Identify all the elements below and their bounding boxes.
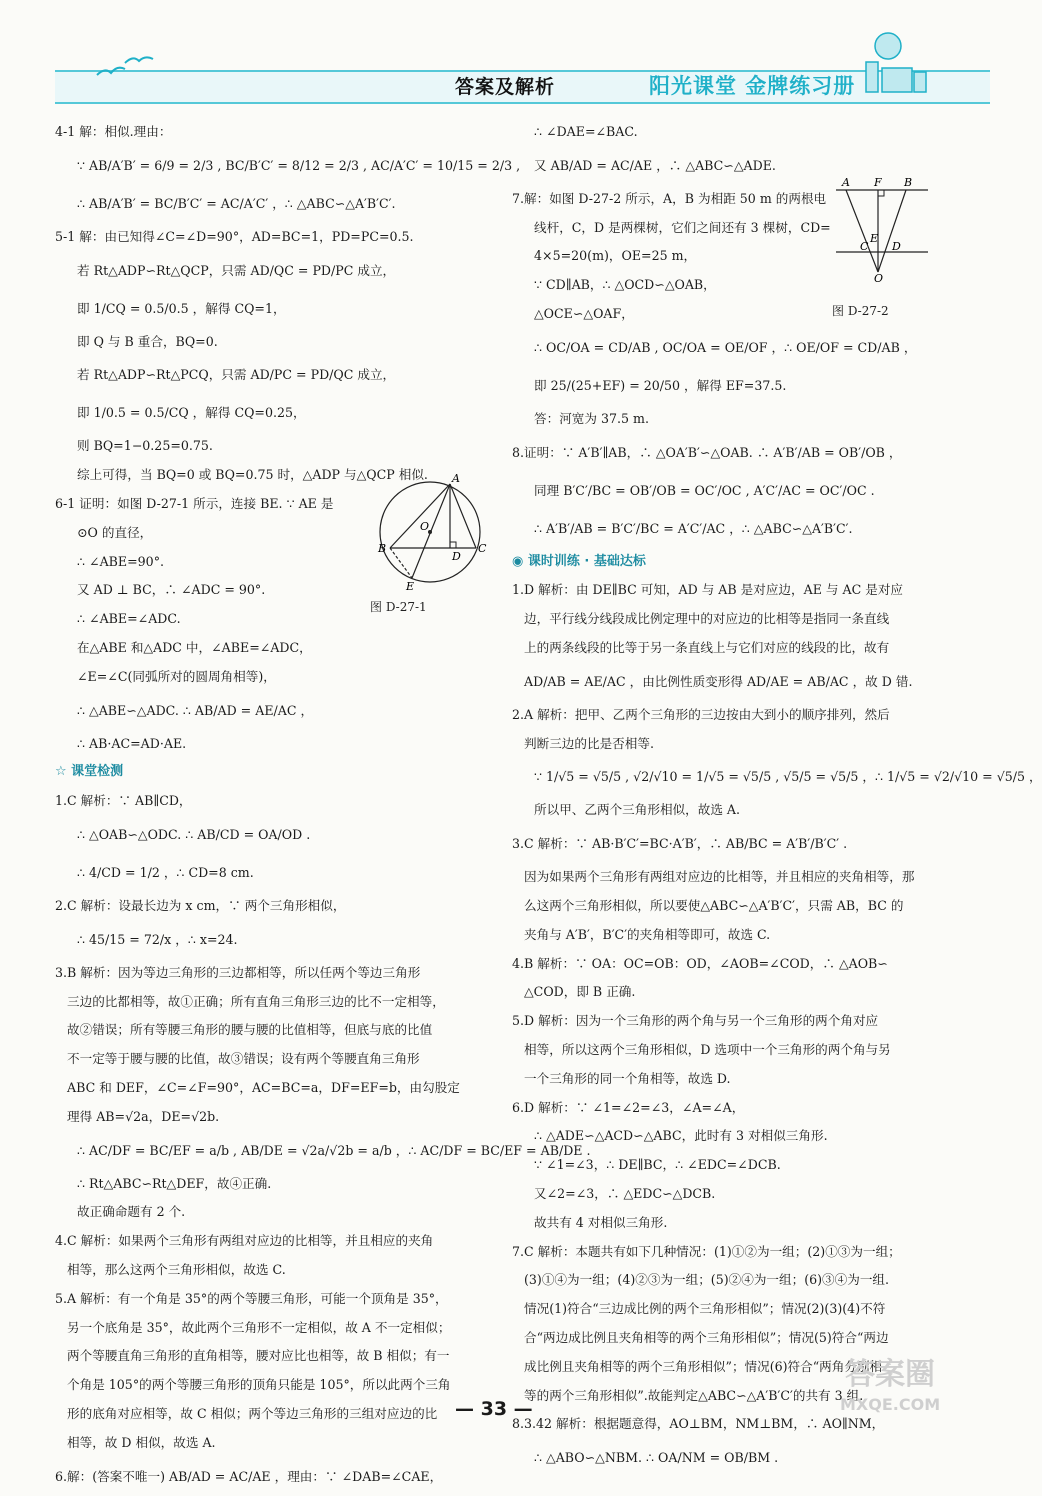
- text-line: 故正确命题有 2 个.: [77, 1204, 186, 1220]
- text-line: 8.证明：∵ A′B′∥AB，∴ △OA′B′∽△OAB. ∴ A′B′/AB = OB′/OB ，: [512, 444, 902, 460]
- fig1-label-o: O: [420, 520, 430, 533]
- text-line: ∴ 45/15 = 72/x ，∴ x=24.: [77, 931, 238, 947]
- watermark-logo: [840, 1357, 941, 1420]
- text-line: 又 AD ⊥ BC，∴ ∠ADC = 90°.: [77, 582, 266, 598]
- text-line: 又∠2=∠3，∴ △EDC∽△DCB.: [534, 1185, 716, 1201]
- figure-d-27-1-caption: 图 D-27-1: [370, 600, 427, 614]
- text-line: 理得 AB=√2a，DE=√2b.: [67, 1108, 220, 1124]
- text-line: △COD，即 B 正确.: [524, 984, 636, 1000]
- text-line: 故共有 4 对相似三角形.: [534, 1214, 668, 1230]
- text-line: ∴ △OAB∽△ODC. ∴ AB/CD = OA/OD .: [77, 826, 311, 842]
- text-line: ABC 和 DEF，∠C=∠F=90°，AC=BC=a，DF=EF=b，由勾股定: [67, 1079, 460, 1095]
- text-line: ∴ A′B′/AB = B′C′/BC = A′C′/AC ，∴ △ABC∽△A′B′C′.: [534, 520, 853, 536]
- text-line: 即 25/(25+EF) = 20/50 ，解得 EF=37.5.: [534, 377, 787, 393]
- text-line: 一个三角形的同一个角相等，故选 D.: [524, 1070, 731, 1086]
- text-line: 个角是 105°的两个等腰三角形的顶角只能是 105°，所以此两个三角: [67, 1377, 451, 1393]
- text-line: 另一个底角是 35°，故此两个三角形不一定相似，故 A 不一定相似；: [67, 1319, 451, 1335]
- text-line: 判断三边的比是否相等.: [524, 735, 654, 751]
- header-title: 答案及解析: [455, 76, 556, 98]
- text-line: 相等，那么这两个三角形相似，故选 C.: [67, 1261, 286, 1277]
- fig2-label-o: O: [874, 272, 884, 285]
- text-line: AD/AB = AE/AC ，由比例性质变形得 AD/AE = AB/AC ，故 D 错.: [524, 673, 913, 689]
- text-line: 同理 B′C′/BC = OB′/OB = OC′/OC , A′C′/AC = OC′/OC .: [534, 482, 875, 498]
- text-line: (3)①④为一组；(4)②③为一组；(5)②④为一组；(6)③④为一组.: [524, 1272, 890, 1288]
- figure-d-27-2-caption: 图 D-27-2: [832, 304, 889, 318]
- text-line: 成比例且夹角相等的两个三角形相似”；情况(6)符合“两角分别相: [524, 1358, 883, 1374]
- text-line: ∴ AB/A′B′ = BC/B′C′ = AC/A′C′ ，∴ △ABC∽△A′B′C′.: [77, 195, 396, 211]
- text-line: ∴ ∠DAE=∠BAC.: [534, 124, 638, 139]
- text-line: △OCE∽△OAF，: [534, 305, 634, 321]
- text-line: 6.解：(答案不唯一) AB/AD = AC/AE ，理由：∵ ∠DAB=∠CAE，: [55, 1468, 443, 1484]
- text-line: 所以甲、乙两个三角形相似，故选 A.: [534, 802, 741, 818]
- text-line: 3.B 解析：因为等边三角形的三边都相等，所以任两个等边三角形: [55, 964, 421, 980]
- text-line: 7.C 解析：本题共有如下几种情况：(1)①②为一组；(2)①③为一组；: [512, 1243, 901, 1259]
- tower-icon: [852, 28, 932, 98]
- page-header: [55, 58, 990, 100]
- watermark-line1: 答案圈: [845, 1357, 936, 1392]
- text-line: ∠E=∠C(同弧所对的圆周角相等)，: [77, 668, 276, 684]
- text-line: 等的两个三角形相似”.故能判定△ABC∽△A′B′C′的共有 3 组.: [524, 1387, 864, 1403]
- text-line: ∴ △ADE∽△ACD∽△ABC，此时有 3 对相似三角形.: [534, 1128, 828, 1144]
- text-line: 两个等腰直角三角形的直角相等，腰对应比也相等，故 B 相似；有一: [67, 1348, 450, 1364]
- text-line: ∵ 1/√5 = √5/5 , √2/√10 = 1/√5 = √5/5 , √5/5 = √5/5 ，∴ 1/√5 = √2/√10 = √5/5 ，: [534, 769, 1042, 785]
- text-line: 5.A 解析：有一个角是 35°的两个等腰三角形，可能一个顶角是 35°，: [55, 1290, 448, 1306]
- text-line: ∴ AC/DF = BC/EF = a/b , AB/DE = √2a/√2b = a/b ，∴ AC/DF = BC/EF = AB/DE .: [77, 1142, 591, 1158]
- fig2-label-b: B: [904, 176, 913, 189]
- fig1-label-b: B: [378, 542, 387, 555]
- fig1-label-c: C: [478, 542, 487, 555]
- fig1-label-e: E: [406, 580, 415, 593]
- text-line: 答：河宽为 37.5 m.: [534, 410, 649, 426]
- fig2-label-d: D: [892, 240, 901, 253]
- text-line: 形的底角对应相等，故 C 相似；两个等边三角形的三组对应边的比: [67, 1405, 438, 1421]
- fig2-label-f: F: [874, 176, 882, 189]
- page-number: — 33 —: [455, 1398, 533, 1420]
- text-line: 4-1 解：相似.理由：: [55, 124, 172, 139]
- text-line: 2.A 解析：把甲、乙两个三角形的三边按由大到小的顺序排列，然后: [512, 706, 890, 722]
- text-line: 5-1 解：由已知得∠C=∠D=90°，AD=BC=1，PD=PC=0.5.: [55, 228, 414, 244]
- text-line: 合“两边成比例且夹角相等的两个三角形相似”；情况(5)符合“两边: [524, 1329, 889, 1345]
- text-line: 综上可得，当 BQ=0 或 BQ=0.75 时，△ADP 与△QCP 相似.: [77, 467, 428, 483]
- birds-icon: [95, 55, 165, 83]
- header-brand: 阳光课堂 金牌练习册: [649, 73, 856, 98]
- fig2-label-e: E: [870, 232, 879, 245]
- text-line: 8.3.42 解析：根据题意得，AO⊥BM，NM⊥BM，∴ AO∥NM，: [512, 1416, 885, 1432]
- figure-d-27-2: [832, 176, 932, 326]
- text-line: 1.D 解析：由 DE∥BC 可知，AD 与 AB 是对应边，AE 与 AC 是对应: [512, 582, 904, 598]
- text-line: 4.B 解析：∵ OA：OC=OB：OD，∠AOB=∠COD，∴ △AOB∽: [512, 955, 888, 971]
- text-line: ∴ AB·AC=AD·AE.: [77, 735, 187, 751]
- text-line: ∵ ∠1=∠3，∴ DE∥BC，∴ ∠EDC=∠DCB.: [534, 1157, 781, 1173]
- fig2-label-a: A: [842, 176, 850, 189]
- text-line: 即 Q 与 B 重合，BQ=0.: [77, 333, 218, 349]
- text-line: 三边的比都相等，故①正确；所有直角三角形三边的比不一定相等，: [67, 993, 445, 1009]
- text-line: 不一定等于腰与腰的比值，故③错误；设有两个等腰直角三角形: [67, 1051, 420, 1067]
- text-line: 4×5=20(m)，OE=25 m，: [534, 248, 697, 264]
- text-line: 若 Rt△ADP∽Rt△QCP，只需 AD/QC = PD/PC 成立，: [77, 262, 396, 278]
- text-line: ∴ OC/OA = CD/AB , OC/OA = OE/OF ，∴ OE/OF = CD/AB ，: [534, 339, 917, 355]
- text-line: 线杆，C，D 是两棵树，它们之间还有 3 棵树，CD=: [534, 219, 831, 235]
- section-heading: ◉ 课时训练 · 基础达标: [512, 553, 646, 569]
- text-line: 情况(1)符合“三边成比例的两个三角形相似”；情况(2)(3)(4)不符: [524, 1301, 886, 1317]
- text-line: 即 1/0.5 = 0.5/CQ ，解得 CQ=0.25，: [77, 405, 306, 421]
- text-line: ⊙O 的直径，: [77, 524, 153, 540]
- text-line: 又 AB/AD = AC/AE ，∴ △ABC∽△ADE.: [534, 157, 776, 173]
- fig1-label-a: A: [452, 472, 460, 485]
- text-line: 7.解：如图 D-27-2 所示，A，B 为相距 50 m 的两根电: [512, 190, 827, 206]
- text-line: ∵ CD∥AB，∴ △OCD∽△OAB，: [534, 277, 716, 293]
- text-line: 在△ABE 和△ADC 中，∠ABE=∠ADC，: [77, 639, 312, 655]
- text-line: ∴ △ABE∽△ADC. ∴ AB/AD = AE/AC ，: [77, 702, 314, 718]
- text-line: 4.C 解析：如果两个三角形有两组对应边的比相等，并且相应的夹角: [55, 1233, 434, 1249]
- figure-d-27-1: [370, 470, 490, 620]
- text-line: 若 Rt△ADP∽Rt△PCQ，只需 AD/PC = PD/QC 成立，: [77, 367, 396, 383]
- text-line: ∵ AB/A′B′ = 6/9 = 2/3 , BC/B′C′ = 8/12 = 2/3 , AC/A′C′ = 10/15 = 2/3 ,: [77, 157, 521, 173]
- river-diagram: [832, 176, 932, 284]
- text-line: 2.C 解析：设最长边为 x cm，∵ 两个三角形相似，: [55, 897, 346, 913]
- text-line: 1.C 解析：∵ AB∥CD，: [55, 793, 192, 809]
- text-line: 5.D 解析：因为一个三角形的两个角与另一个三角形的两个角对应: [512, 1013, 879, 1029]
- text-line: ∴ △ABO∽△NBM. ∴ OA/NM = OB/BM .: [534, 1450, 779, 1466]
- text-line: 故②错误；所有等腰三角形的腰与腰的比值相等，但底与底的比值: [67, 1022, 433, 1038]
- text-line: 6-1 证明：如图 D-27-1 所示，连接 BE. ∵ AE 是: [55, 495, 334, 511]
- text-line: 6.D 解析：∵ ∠1=∠2=∠3，∠A=∠A，: [512, 1099, 745, 1115]
- text-line: ∴ 4/CD = 1/2 ，∴ CD=8 cm.: [77, 864, 254, 880]
- text-line: 夹角与 A′B′，B′C′的夹角相等即可，故选 C.: [524, 926, 771, 942]
- text-line: ∴ Rt△ABC∽Rt△DEF，故④正确.: [77, 1175, 272, 1191]
- fig1-label-d: D: [452, 550, 461, 563]
- text-line: ∴ ∠ABE=90°.: [77, 553, 164, 569]
- fig2-label-c: C: [860, 240, 869, 253]
- text-line: ∴ ∠ABE=∠ADC.: [77, 611, 181, 627]
- circle-triangle-diagram: [370, 470, 490, 594]
- text-line: 么这两个三角形相似，所以要使△ABC∽△A′B′C′，只需 AB，BC 的: [524, 897, 904, 913]
- text-line: 相等，所以这两个三角形相似，D 选项中一个三角形的两个角与另: [524, 1041, 891, 1057]
- watermark-line2: MXQE.COM: [840, 1395, 941, 1414]
- section-heading: ☆ 课堂检测: [55, 764, 124, 780]
- text-line: 因为如果两个三角形有两组对应边的比相等，并且相应的夹角相等，那: [524, 869, 915, 885]
- text-line: 3.C 解析：∵ AB·B′C′=BC·A′B′，∴ AB/BC = A′B′/B′C′ .: [512, 836, 848, 852]
- text-line: 相等，故 D 相似，故选 A.: [67, 1434, 216, 1450]
- text-line: 即 1/CQ = 0.5/0.5 ，解得 CQ=1，: [77, 300, 286, 316]
- text-line: 则 BQ=1−0.25=0.75.: [77, 438, 213, 454]
- text-line: 上的两条线段的比等于另一条直线上与它们对应的线段的比，故有: [524, 639, 890, 655]
- text-line: 边，平行线分线段成比例定理中的对应边的比相等是指同一条直线: [524, 611, 890, 627]
